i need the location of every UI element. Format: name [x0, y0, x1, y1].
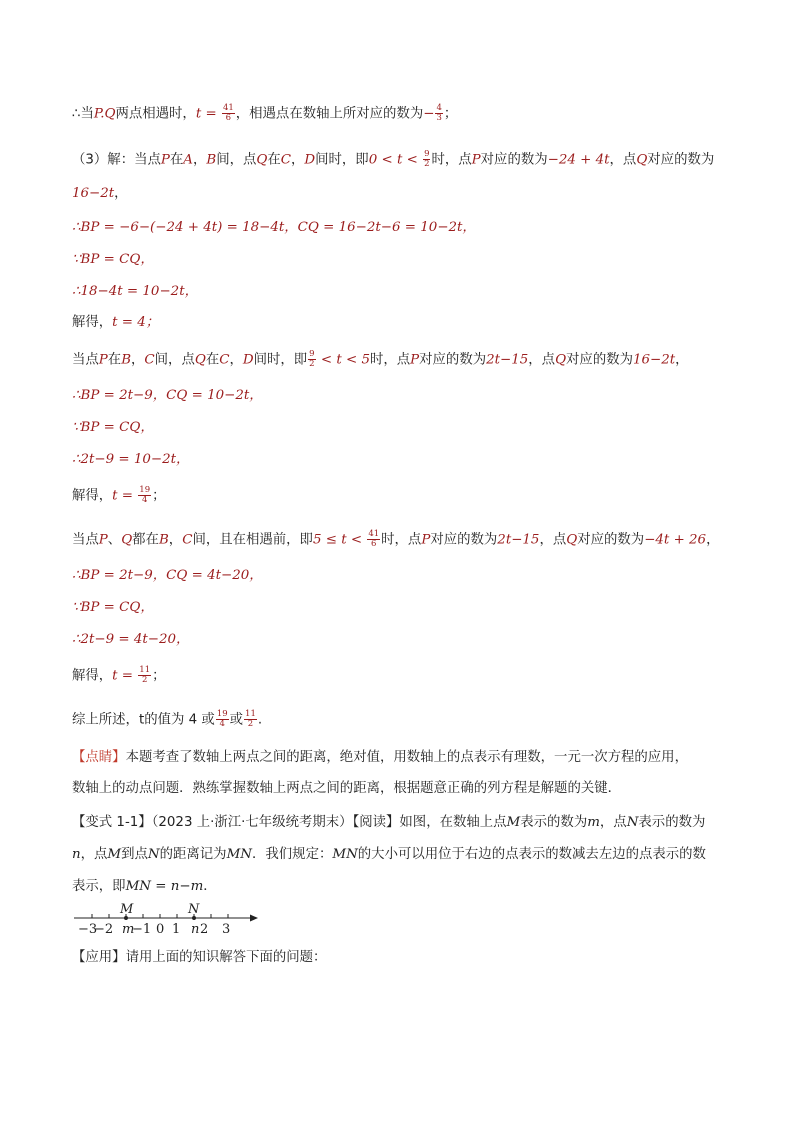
math-var: Q [256, 152, 268, 168]
math-var: D [304, 152, 316, 168]
text: 对应的数为 [577, 532, 645, 548]
point-m-value: m [122, 922, 135, 937]
variant-line [72, 845, 706, 865]
text: 间，点 [216, 152, 257, 168]
math-line: ∴2t−9 = 10−2t， [72, 452, 190, 467]
math-line: ∴BP = 2t−9，CQ = 10−2t， [72, 388, 263, 403]
math-expr: 2t−15 [486, 352, 529, 368]
math-var: Q [194, 352, 206, 368]
text: 解得， [72, 488, 113, 504]
math-expr: 5 ≤ t < [312, 532, 367, 548]
variant-tag: 【变式 1-1】 [72, 815, 152, 830]
math-var: C [144, 352, 155, 368]
math-op: = [201, 106, 221, 122]
fraction-denominator: 2 [247, 719, 254, 729]
text-line [72, 104, 457, 125]
math-line: ∵BP = CQ， [72, 252, 154, 267]
text: 对应的数为 [647, 152, 715, 168]
text: ， [229, 352, 243, 368]
text: 对应的数为 [430, 532, 498, 548]
math-line: ∵BP = CQ， [72, 600, 154, 615]
math-var: A [183, 152, 193, 168]
text: （3）解：当点 [72, 152, 161, 168]
fraction-numerator: 4 [436, 103, 442, 113]
tick-label: 2 [200, 922, 209, 937]
tick-label: −1 [132, 922, 152, 937]
math-expr: MN = n−m [125, 879, 204, 894]
point-n-value: n [191, 922, 200, 937]
text: 间，且在相遇前，即 [192, 532, 313, 548]
math-var: MN [332, 847, 358, 862]
text: ．我们规定： [252, 847, 333, 862]
fraction-denominator: 4 [142, 495, 148, 505]
fraction-numerator: 41 [222, 103, 234, 113]
text: 对应的数为 [566, 352, 633, 368]
math-sep: . [100, 106, 105, 122]
math-var: B [206, 152, 217, 168]
math-var: Q [555, 352, 567, 368]
math-var: N [147, 847, 160, 862]
text: ， [131, 352, 145, 368]
text: 或 [229, 712, 244, 728]
text: 间时，即 [253, 352, 308, 368]
math-line: ∴BP = 2t−9，CQ = 4t−20， [72, 568, 263, 583]
text: ， [706, 532, 720, 548]
math-expr: 16−2t [633, 352, 676, 368]
text: 间，点 [154, 352, 195, 368]
text: 表示的数为 [520, 815, 588, 830]
text: 两点相遇时， [115, 106, 196, 122]
apply-tag: 【应用】 [72, 950, 126, 965]
comment-line [72, 748, 688, 768]
text: 时，点 [431, 152, 472, 168]
fraction-numerator: 9 [424, 149, 430, 159]
fraction [367, 530, 380, 549]
text: 的距离记为 [159, 847, 227, 862]
text: 解得， [72, 668, 113, 684]
fraction-denominator: 3 [436, 113, 442, 123]
text: 表示的数为 [638, 815, 706, 830]
math-expr: 16−2t [72, 186, 115, 201]
text-line [72, 666, 166, 687]
text: ， [290, 152, 305, 168]
text: 综上所述，t的值为 4 或 [72, 712, 215, 728]
text: 在 [267, 152, 281, 168]
math-line: ∵BP = CQ， [72, 420, 154, 435]
text: 对应的数为 [419, 352, 487, 368]
text: ，点 [609, 152, 637, 168]
text: 时，点 [381, 532, 422, 548]
fraction [435, 104, 442, 123]
math-var: Q [121, 532, 133, 548]
fraction-denominator: 2 [424, 159, 430, 169]
tick-label: −3 [78, 922, 98, 937]
math-var: Q [104, 106, 116, 122]
text: ，点 [80, 847, 108, 862]
text: ，点 [528, 352, 556, 368]
math-expr: < t < 5 [316, 352, 370, 368]
apply-text: 请用上面的知识解答下面的问题： [125, 950, 327, 965]
text: 表示，即 [72, 879, 126, 894]
math-line: ∴2t−9 = 4t−20， [72, 632, 190, 647]
math-expr: t = [112, 488, 138, 504]
math-expr: −24 + 4t [547, 152, 610, 168]
math-var: P [98, 352, 108, 368]
text-line [72, 150, 714, 171]
point-n-label: N [188, 902, 200, 917]
math-expr: t = 4； [112, 315, 160, 330]
math-expr: 2t−15 [497, 532, 540, 548]
text-line [72, 313, 159, 333]
text: ； [152, 668, 166, 684]
text: 当点 [72, 532, 99, 548]
math-expr: 0 < t < [368, 152, 423, 168]
tick-label: 1 [172, 922, 181, 937]
text: ． [203, 879, 217, 894]
comment-line: 数轴上的动点问题．熟练掌握数轴上两点之间的距离，根据题意正确的列方程是解题的关键． [72, 781, 622, 796]
math-var: t [195, 106, 202, 122]
math-var: M [107, 847, 122, 862]
math-var: Q [636, 152, 648, 168]
text: 对应的数为 [480, 152, 548, 168]
text: ， [168, 532, 183, 548]
fraction [423, 150, 430, 169]
tick-label: 0 [156, 922, 165, 937]
fraction-numerator: 19 [139, 485, 151, 495]
math-line: ∴BP = −6−(−24 + 4t) = 18−4t，CQ = 16−2t−6 = 10−2t， [72, 220, 476, 235]
math-var: n [72, 847, 81, 862]
fraction-denominator: 2 [142, 675, 148, 685]
tick-label: 3 [222, 922, 231, 937]
fraction-numerator: 9 [309, 349, 315, 359]
fraction [216, 710, 229, 729]
text: ∴当 [72, 106, 94, 122]
fraction-denominator: 4 [219, 719, 225, 729]
fraction-denominator: 2 [309, 359, 315, 369]
math-var: D [242, 352, 254, 368]
math-var: P [93, 106, 101, 122]
text: ， [192, 152, 207, 168]
text: ，相遇点在数轴上所对应的数为 [235, 106, 424, 122]
text: 的大小可以用位于右边的点表示的数减去左边的点表示的数 [357, 847, 706, 862]
text: ； [443, 106, 458, 122]
math-var: m [587, 815, 600, 830]
text: ，点 [539, 532, 567, 548]
fraction-denominator: 6 [371, 539, 377, 549]
text: 在 [107, 352, 122, 368]
math-var: N [626, 815, 639, 830]
text: 当点 [72, 352, 99, 368]
tick-label: −2 [94, 922, 114, 937]
math-op: − [423, 106, 435, 122]
text-line [72, 350, 689, 371]
math-var: C [280, 152, 291, 168]
fraction-numerator: 19 [216, 709, 228, 719]
math-var: P [160, 152, 170, 168]
math-line: ∴18−4t = 10−2t， [72, 284, 198, 299]
text: 都在 [132, 532, 159, 548]
fraction [222, 104, 235, 123]
math-var: B [121, 352, 132, 368]
apply-line [72, 948, 326, 968]
text: 在 [169, 152, 184, 168]
fraction [138, 486, 151, 505]
variant-line [72, 813, 705, 833]
text: 在 [205, 352, 220, 368]
text: 如图，在数轴上点 [399, 815, 507, 830]
read-tag: 【阅读】 [352, 815, 400, 830]
math-var: P [421, 532, 431, 548]
axis-arrow [250, 915, 258, 922]
text: ， [675, 352, 689, 368]
point-m-label: M [120, 902, 134, 917]
text: ，点 [599, 815, 627, 830]
math-expr: −4t + 26 [644, 532, 707, 548]
comment-text: 本题考查了数轴上两点之间的距离，绝对值，用数轴上的点表示有理数，一元一次方程的应用， [125, 750, 688, 765]
math-var: C [182, 532, 193, 548]
math-var: MN [226, 847, 253, 862]
math-var: P [410, 352, 420, 368]
math-var: M [506, 815, 521, 830]
fraction-numerator: 11 [245, 709, 256, 719]
text-line [72, 486, 166, 507]
math-var: B [158, 532, 169, 548]
tick-group [78, 914, 230, 937]
text-line [72, 710, 262, 731]
math-var: P [471, 152, 481, 168]
fraction [308, 350, 315, 369]
variant-line [72, 877, 217, 897]
math-var: P [98, 532, 108, 548]
fraction-numerator: 41 [368, 529, 380, 539]
math-var: C [219, 352, 230, 368]
text: 解得， [72, 315, 113, 330]
fraction-denominator: 6 [225, 113, 232, 123]
text: 时，点 [369, 352, 411, 368]
text: ； [152, 488, 166, 504]
fraction-numerator: 11 [139, 665, 151, 675]
text: 、 [107, 532, 122, 548]
fraction [244, 710, 257, 729]
text: ， [114, 186, 128, 201]
number-line-figure [72, 898, 262, 938]
math-expr: t = [112, 668, 138, 684]
text-line [72, 184, 128, 204]
text: 到点 [121, 847, 148, 862]
fraction [138, 666, 151, 685]
comment-tag: 【点睛】 [72, 750, 126, 765]
variant-source: （2023 上·浙江·七年级统考期末） [151, 815, 353, 830]
math-var: Q [566, 532, 578, 548]
text-line [72, 530, 719, 551]
text: . [257, 712, 263, 728]
text: 间时，即 [315, 152, 369, 168]
